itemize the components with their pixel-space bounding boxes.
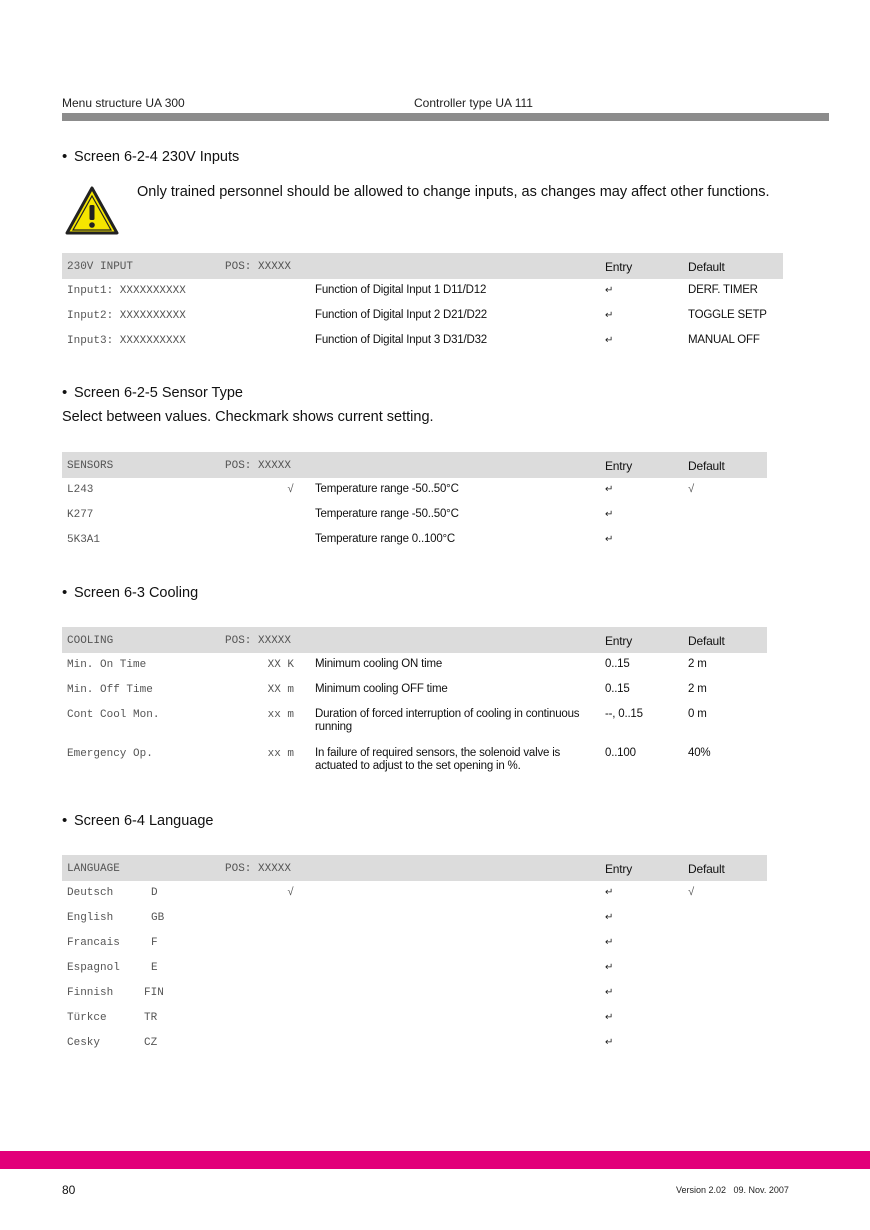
language-name: Deutsch [67, 887, 114, 899]
col-title: SENSORS [67, 460, 114, 472]
col-title: LANGUAGE [67, 863, 120, 875]
table-row [62, 653, 767, 678]
language-code: FIN [144, 987, 164, 999]
row-default: TOGGLE SETP [688, 309, 767, 321]
language-code: D [151, 887, 158, 899]
language-name: Cesky [67, 1037, 101, 1049]
language-name: Türkce [67, 1012, 107, 1024]
section-heading-cooling [62, 584, 198, 601]
table-row [62, 503, 767, 528]
col-default: Default [688, 862, 725, 876]
table-row [62, 906, 767, 931]
enter-icon: ↵ [605, 987, 614, 998]
col-default: Default [688, 634, 725, 648]
enter-icon: ↵ [605, 310, 614, 321]
header-divider [62, 113, 829, 121]
enter-icon: ↵ [605, 1037, 614, 1048]
row-parameter: Cont Cool Mon. [67, 709, 160, 721]
bullet: • [62, 384, 68, 401]
row-value: xx m [267, 709, 294, 721]
col-pos: POS: XXXXX [225, 863, 292, 875]
col-entry: Entry [605, 260, 633, 274]
header-controller-type: Controller type UA 111 [414, 96, 533, 110]
row-description: Temperature range 0..100°C [315, 533, 456, 545]
row-description: In failure of required sensors, the solenoid valve is actuated to adjust to the set opening in %. [315, 747, 561, 772]
table-row [62, 703, 767, 742]
language-code: E [151, 962, 158, 974]
row-description: Temperature range -50..50°C [315, 483, 459, 495]
language-name: Finnish [67, 987, 114, 999]
col-pos: POS: XXXXX [225, 460, 292, 472]
row-parameter: Emergency Op. [67, 748, 153, 760]
row-description: Function of Digital Input 3 D31/D32 [315, 334, 487, 346]
table-row [62, 742, 767, 782]
checkmark-icon: √ [688, 484, 695, 496]
language-name: English [67, 912, 114, 924]
table-row [62, 478, 767, 503]
checkmark-icon: √ [688, 887, 695, 899]
table-header-row [62, 627, 767, 653]
row-description: Function of Digital Input 2 D21/D22 [315, 309, 487, 321]
enter-icon: ↵ [605, 285, 614, 296]
enter-icon: ↵ [605, 912, 614, 923]
header-doc-title: Menu structure UA 300 [62, 96, 185, 110]
col-pos: POS: XXXXX [225, 261, 292, 273]
table-row [62, 329, 783, 354]
row-entry: 0..15 [605, 658, 630, 670]
col-pos: POS: XXXXX [225, 635, 292, 647]
row-default: MANUAL OFF [688, 334, 760, 346]
table-row [62, 931, 767, 956]
col-entry: Entry [605, 459, 633, 473]
table-header-row [62, 452, 767, 478]
col-default: Default [688, 260, 725, 274]
language-code: GB [151, 912, 165, 924]
row-description: Minimum cooling ON time [315, 658, 443, 670]
row-entry: 0..15 [605, 683, 630, 695]
cooling-table [62, 627, 767, 782]
table-row [62, 881, 767, 906]
row-entry: --, 0..15 [605, 708, 643, 720]
row-parameter: Input3: XXXXXXXXXX [67, 335, 186, 347]
section-title: Screen 6-4 Language [74, 813, 214, 829]
col-title: 230V INPUT [67, 261, 134, 273]
section-title: Screen 6-2-4 230V Inputs [74, 149, 240, 165]
table-row [62, 678, 767, 703]
language-code: CZ [144, 1037, 158, 1049]
row-parameter: Input2: XXXXXXXXXX [67, 310, 186, 322]
language-table [62, 855, 767, 1056]
enter-icon: ↵ [605, 484, 614, 495]
enter-icon: ↵ [605, 335, 614, 346]
enter-icon: ↵ [605, 534, 614, 545]
language-name: Espagnol [67, 962, 120, 974]
language-name: Francais [67, 937, 120, 949]
enter-icon: ↵ [605, 937, 614, 948]
col-title: COOLING [67, 635, 114, 647]
checkmark-icon: √ [287, 484, 294, 496]
row-description: Duration of forced interruption of cooling in continuous running [315, 708, 580, 733]
section-heading-sensor [62, 384, 243, 401]
table-row [62, 1006, 767, 1031]
footer-accent-bar [0, 1151, 870, 1169]
table-header-row [62, 253, 783, 279]
row-description: Function of Digital Input 1 D11/D12 [315, 284, 487, 296]
row-value: xx m [267, 748, 294, 760]
bullet: • [62, 812, 68, 829]
bullet: • [62, 584, 68, 601]
row-parameter: Min. Off Time [67, 684, 153, 696]
section-heading-language [62, 812, 213, 829]
row-default: 0 m [688, 708, 707, 720]
language-code: F [151, 937, 158, 949]
col-default: Default [688, 459, 725, 473]
table-row [62, 304, 783, 329]
table-row [62, 528, 767, 553]
row-default: DERF. TIMER [688, 284, 758, 296]
inputs-table [62, 253, 783, 354]
table-row [62, 956, 767, 981]
sensor-description: Select between values. Checkmark shows current setting. [62, 409, 434, 425]
table-row [62, 279, 783, 304]
enter-icon: ↵ [605, 509, 614, 520]
sensors-table [62, 452, 767, 553]
table-row [62, 981, 767, 1006]
row-entry: 0..100 [605, 747, 636, 759]
table-header-row [62, 855, 767, 881]
row-default: 40% [688, 747, 711, 759]
warning-icon [64, 185, 120, 237]
section-title: Screen 6-2-5 Sensor Type [74, 385, 243, 401]
section-title: Screen 6-3 Cooling [74, 585, 199, 601]
row-parameter: Input1: XXXXXXXXXX [67, 285, 186, 297]
col-entry: Entry [605, 862, 633, 876]
row-parameter: K277 [67, 509, 94, 521]
language-code: TR [144, 1012, 158, 1024]
enter-icon: ↵ [605, 962, 614, 973]
row-default: 2 m [688, 658, 707, 670]
section-heading-inputs [62, 148, 239, 165]
row-value: XX m [267, 684, 294, 696]
row-description: Temperature range -50..50°C [315, 508, 459, 520]
table-row [62, 1031, 767, 1056]
version-info: Version 2.02 09. Nov. 2007 [676, 1185, 789, 1195]
row-parameter: 5K3A1 [67, 534, 101, 546]
warning-text: Only trained personnel should be allowed to change inputs, as changes may affect other functions. [137, 184, 770, 200]
row-description: Minimum cooling OFF time [315, 683, 448, 695]
enter-icon: ↵ [605, 1012, 614, 1023]
row-parameter: L243 [67, 484, 94, 496]
row-parameter: Min. On Time [67, 659, 147, 671]
page-number: 80 [62, 1183, 76, 1197]
bullet: • [62, 148, 68, 165]
col-entry: Entry [605, 634, 633, 648]
checkmark-icon: √ [287, 887, 294, 899]
row-default: 2 m [688, 683, 707, 695]
row-value: XX K [267, 659, 294, 671]
enter-icon: ↵ [605, 887, 614, 898]
